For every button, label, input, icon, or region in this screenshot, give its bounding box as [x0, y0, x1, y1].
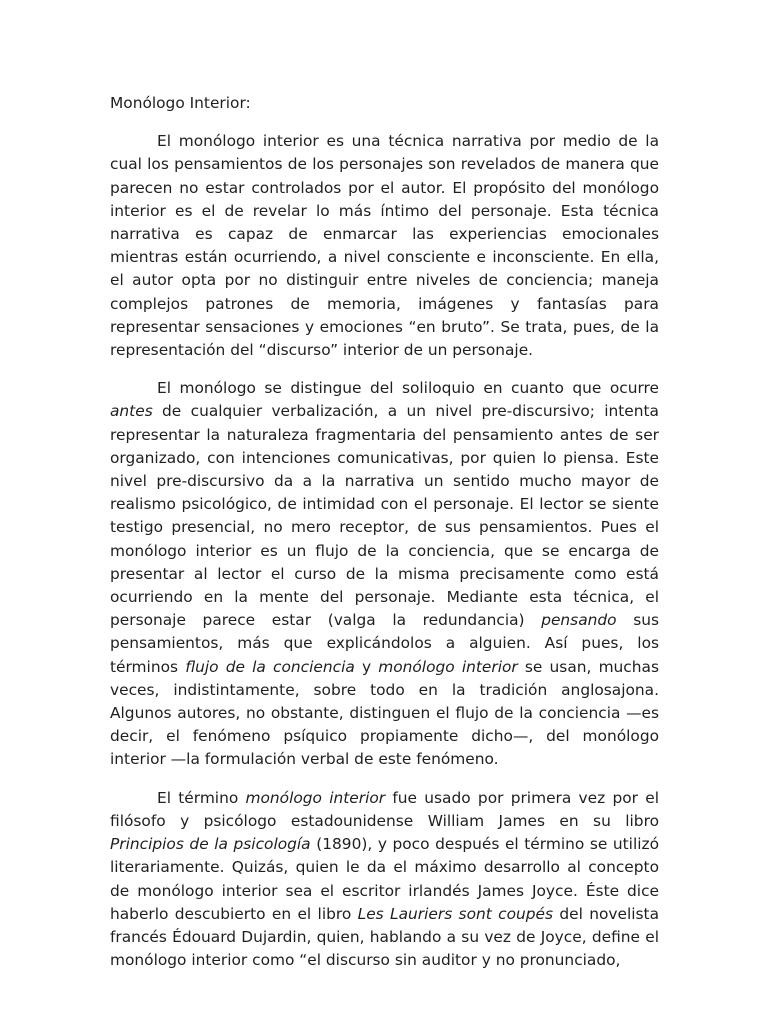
document-page: [110, 92, 659, 987]
paragraph-text: y: [354, 657, 379, 676]
paragraph-text: del novelista francés Édouard Dujardin, quien, hablando a su vez de Joyce, define el monólogo interior como “el discurso sin auditor y no pronunciado,: [110, 904, 659, 970]
italic-term: monólogo interior: [378, 657, 518, 676]
italic-term: antes: [110, 402, 153, 421]
italic-term: monólogo interior: [245, 788, 386, 807]
italic-title: Principios de la psicología: [110, 835, 311, 854]
paragraph-1: [110, 130, 659, 362]
italic-title: Les Lauriers sont coupés: [357, 904, 554, 923]
italic-term: pensando: [541, 611, 617, 630]
paragraph-text: sus pensamientos, más que explicándolos a alguien. Así pues, los términos: [110, 611, 660, 676]
paragraph-text: El término: [157, 788, 246, 807]
paragraph-text: El monólogo se distingue del soliloquio en cuanto que ocurre: [157, 379, 659, 398]
document-title: Monólogo Interior:: [110, 94, 251, 112]
paragraph-text: (1890), y poco después el término se utilizó literariamente. Quizás, quien le da el máximo desarrollo al concepto de monólogo interior sea el escritor irlandés James Joyce. Éste dice haberlo descubierto en el libro: [110, 835, 660, 923]
paragraph-text: de cualquier verbalización, a un nivel pre-discursivo; intenta representar la naturaleza fragmentaria del pensamiento antes de ser organizado, con intenciones comunicativas, por quien lo piensa. Este nivel pre-discursivo da a la narrativa un sentido mucho mayor de realismo psicológico, de intimidad con el personaje. El lector se siente testigo presencial, no mero receptor, de sus pensamientos. Pues el monólogo interior es un flujo de la conciencia, que se encarga de presentar al lector el curso de la misma precisamente como está ocurriendo en la mente del personaje. Mediante esta técnica, el personaje parece estar (valga la redundancia): [110, 402, 659, 630]
italic-term: flujo de la conciencia: [185, 657, 355, 676]
paragraph-text: El monólogo interior es una técnica narrativa por medio de la cual los pensamientos de los personajes son revelados de manera que parecen no estar controlados por el autor. El propósito del monólogo interior es el de revelar lo más íntimo del personaje. Esta técnica narrativa es capaz de enmarcar las experiencias emocionales mientras están ocurriendo, a nivel consciente e inconsciente. En ella, el autor opta por no distinguir entre niveles de conciencia; maneja complejos patrones de memoria, imágenes y fantasías para representar sensaciones y emociones “en bruto”. Se trata, pues, de la representación del “discurso” interior de un personaje.: [110, 132, 659, 360]
paragraph-3: [110, 787, 659, 973]
paragraph-2: [110, 377, 659, 771]
paragraph-text: se usan, muchas veces, indistintamente, sobre todo en la tradición anglosajona. Algunos autores, no obstante, distinguen el flujo de la conciencia —es decir, el fenómeno psíquico propiamente dicho—, del monólogo interior —la formulación verbal de este fenómeno.: [110, 657, 659, 769]
paragraph-text: fue usado por primera vez por el filósofo y psicólogo estadounidense William James en su libro: [110, 788, 659, 830]
